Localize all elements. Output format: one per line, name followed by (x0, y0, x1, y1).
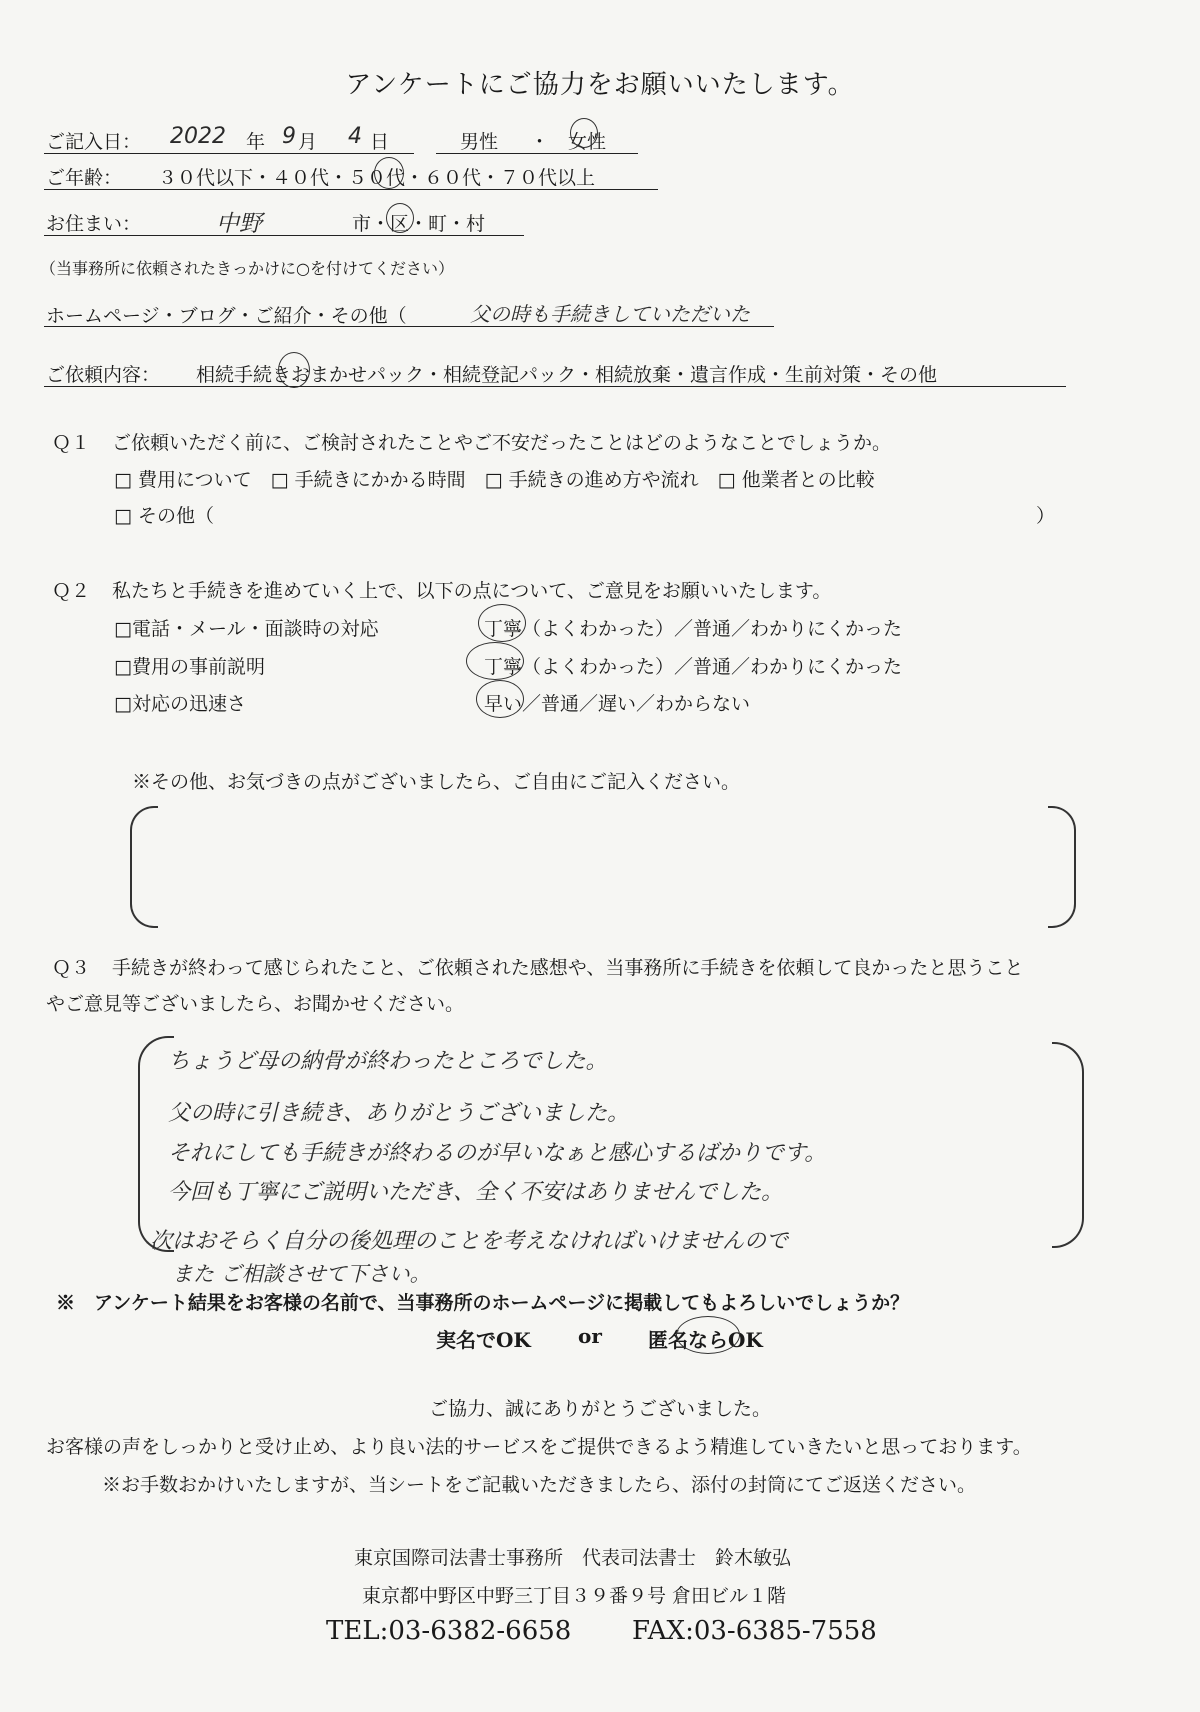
gender-separator: ・ (530, 131, 550, 153)
publish-question: ※ アンケート結果をお客様の名前で、当事務所のホームページに掲載してもよろしいでしょうか？ (56, 1292, 910, 1314)
residence-units: 市・区・町・村 (352, 213, 486, 235)
page-title: アンケートにご協力をお願いいたします。 (345, 70, 855, 100)
date-month-unit: 月 (298, 131, 318, 153)
q1-checkbox-row2: □ その他（ (114, 505, 214, 527)
q3-answer-line-4: 今回も丁寧にご説明いただき、全く不安はありませんでした。 (168, 1180, 784, 1205)
closing-thanks: ご協力、誠にありがとうございました。 (428, 1398, 771, 1420)
q2-row1-circle (478, 604, 526, 642)
gender-female: 女性 (568, 131, 607, 153)
residence-ward-circle (386, 203, 414, 233)
publish-or: or (578, 1324, 602, 1348)
q2-row1-options: 丁寧（よくわかった）／普通／わかりにくかった (484, 618, 903, 640)
q2-free-box-right (1048, 806, 1076, 928)
q1-question: ご依頼いただく前に、ご検討されたことやご不安だったことはどのようなことでしょうか。 (112, 432, 892, 454)
date-underline (44, 153, 414, 154)
age-options: ３０代以下・４０代・５０代・６０代・７０代以上 (158, 167, 596, 189)
q2-free-box-left (130, 806, 158, 928)
closing-return-note: ※お手数おかけいたしますが、当シートをご記載いただきましたら、添付の封筒にてご返送ください。 (102, 1474, 977, 1496)
residence-underline (44, 235, 524, 236)
q3-question-line1: 手続きが終わって感じられたこと、ご依頼された感想や、当事務所に手続きを依頼して良かったと思うこと (112, 957, 1024, 979)
gender-male: 男性 (460, 131, 499, 153)
residence-value: 中野 (216, 211, 262, 237)
publish-option-anon: 匿名ならOK (648, 1328, 763, 1352)
q2-row2-circle (466, 642, 524, 680)
date-month: 9 (282, 124, 296, 149)
request-underline (44, 386, 1066, 387)
footer-fax: FAX:03-6385-7558 (632, 1616, 877, 1646)
age-underline (44, 189, 658, 190)
age-50s-circle (374, 157, 404, 189)
q2-row3-options: 早い／普通／遅い／わからない (484, 693, 751, 715)
trigger-other-text: 父の時も手続きしていただいた (470, 302, 750, 326)
q1-number: Ｑ１ (52, 432, 91, 454)
gender-female-circle (570, 118, 598, 148)
closing-message: お客様の声をしっかりと受け止め、より良い法的サービスをご提供できるよう精進していきたいと思っております。 (46, 1436, 1032, 1458)
q2-question: 私たちと手続きを進めていく上で、以下の点について、ご意見をお願いいたします。 (112, 580, 832, 602)
q1-checkbox-row1: □ 費用について □ 手続きにかかる時間 □ 手続きの進め方や流れ □ 他業者との比較 (114, 469, 875, 491)
date-day: 4 (348, 124, 362, 149)
gender-underline (436, 153, 638, 154)
date-day-unit: 日 (370, 131, 390, 153)
date-year-unit: 年 (246, 131, 266, 153)
footer-address: 東京都中野区中野三丁目３９番９号 倉田ビル１階 (362, 1585, 787, 1607)
q3-answer-line-5: 次はおそらく自分の後処理のことを考えなければいけませんので (150, 1229, 789, 1254)
q2-row2-options: 丁寧（よくわかった）／普通／わかりにくかった (484, 656, 903, 678)
q3-answer-box-right (1052, 1042, 1084, 1248)
residence-label: お住まい： (46, 213, 142, 235)
request-inheritance-circle (278, 352, 310, 388)
age-label: ご年齢： (46, 167, 123, 189)
q2-row2-label: □費用の事前説明 (114, 656, 265, 678)
q3-question-line2: やご意見等ございましたら、お聞かせください。 (46, 993, 465, 1015)
footer-office: 東京国際司法書士事務所 代表司法書士 鈴木敏弘 (354, 1547, 792, 1569)
q2-number: Ｑ２ (52, 580, 91, 602)
q3-answer-line-1: ちょうど母の納骨が終わったところでした。 (168, 1049, 608, 1074)
footer-tel: TEL:03-6382-6658 (326, 1616, 572, 1646)
trigger-note: （当事務所に依頼されたきっかけに○を付けてください） (40, 259, 454, 278)
q2-free-note: ※その他、お気づきの点がございましたら、ご自由にご記入ください。 (132, 771, 741, 793)
publish-anon-circle (676, 1316, 740, 1354)
q1-close-paren: ） (1036, 505, 1056, 527)
q2-row3-label: □対応の迅速さ (114, 693, 246, 715)
q3-answer-line-2: 父の時に引き続き、ありがとうございました。 (168, 1101, 630, 1126)
publish-option-real: 実名でOK (436, 1328, 531, 1352)
q3-number: Ｑ３ (52, 957, 91, 979)
q3-answer-line-3: それにしても手続きが終わるのが早いなぁと感心するばかりです。 (168, 1141, 827, 1166)
date-year: 2022 (170, 124, 226, 149)
q2-row1-label: □電話・メール・面談時の対応 (114, 618, 379, 640)
request-label: ご依頼内容： (46, 364, 161, 386)
trigger-underline (44, 326, 774, 327)
trigger-options: ホームページ・ブログ・ご紹介・その他（ (46, 305, 407, 327)
date-label: ご記入日： (46, 131, 142, 153)
q3-answer-line-6: また ご相談させて下さい。 (172, 1262, 431, 1286)
q2-row3-circle (476, 680, 524, 718)
request-options: 相続手続きおまかせパック・相続登記パック・相続放棄・遺言作成・生前対策・その他 (196, 364, 938, 386)
